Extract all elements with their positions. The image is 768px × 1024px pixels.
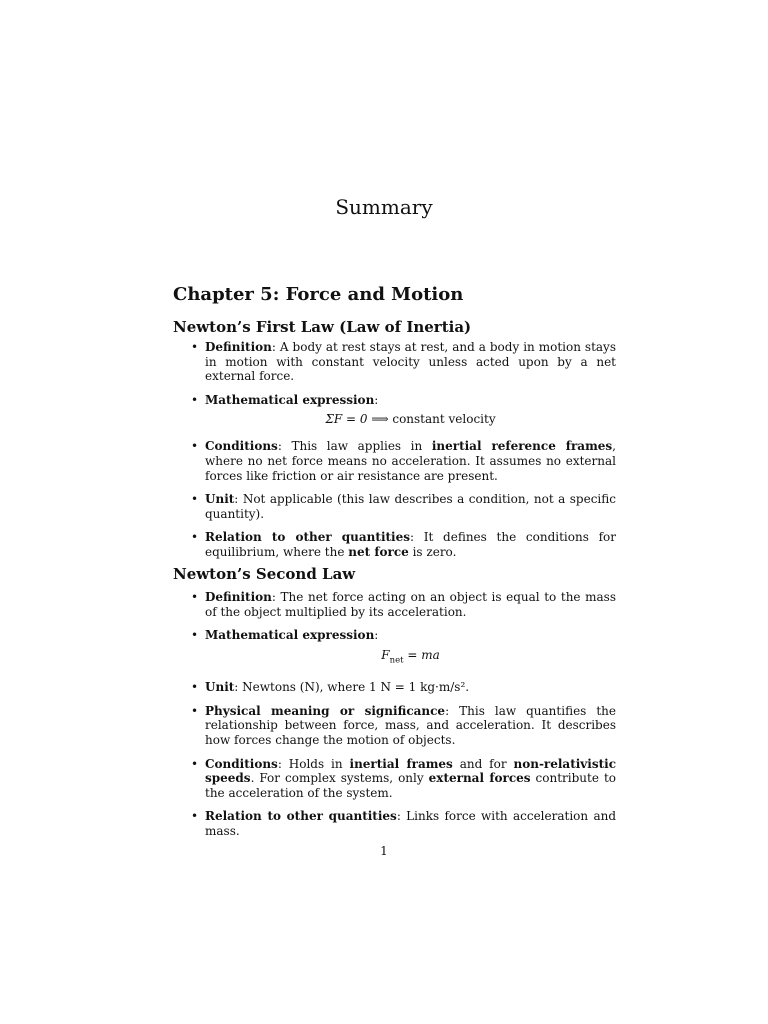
conditions-text: : This law applies in [277,439,432,454]
first-law-heading: Newton’s First Law (Law of Inertia) [173,318,472,336]
equation-rhs: constant velocity [392,412,496,427]
relation-text: is zero. [408,544,457,559]
first-law-relation [173,530,616,559]
equation-lhs: ΣF = 0 ⟹ [325,412,393,427]
definition-text: : The net force acting on an object is equal to the mass of the object multiplied by its acceleration. [205,590,616,619]
meaning-label: Physical meaning or significance [205,703,446,718]
first-law-equation [173,411,616,427]
first-law-conditions [173,439,616,483]
relation-label: Relation to other quantities [205,809,397,824]
math-label: Mathematical expression [205,392,375,407]
conditions-text: . For complex systems, only [250,771,429,786]
unit-label: Unit [205,680,235,695]
second-law-math-expression [173,628,616,643]
first-law-unit [173,492,616,521]
conditions-text: : Holds in [277,756,350,771]
conditions-emphasis: inertial frames [349,756,453,771]
conditions-label: Conditions [205,756,278,771]
relation-text: : Links force with acceleration and mass. [205,809,617,838]
second-law-definition [173,590,616,619]
first-law-math-expression [173,393,616,408]
meaning-text: : This law quantifies the relationship between force, mass, and acceleration. It describes how forces change the motion of objects. [205,703,616,747]
unit-label: Unit [205,492,235,507]
first-law-list [173,340,616,569]
conditions-label: Conditions [205,439,278,454]
second-law-unit [173,680,616,695]
math-colon: : [374,392,379,407]
conditions-emphasis: inertial reference frames [431,439,613,454]
definition-label: Definition [205,590,272,604]
conditions-emphasis: non-relativistic speeds [205,756,617,786]
first-law-definition [173,340,616,384]
chapter-heading: Chapter 5: Force and Motion [173,284,464,305]
math-colon: : [374,628,379,643]
second-law-relation [173,809,616,838]
second-law-list [173,590,616,848]
page-number: 1 [380,844,388,858]
relation-emphasis: net force [348,544,409,559]
definition-text: : A body at rest stays at rest, and a body in motion stays in motion with constant velocity unless acted upon by a net external force. [205,340,616,384]
math-label: Mathematical expression [205,628,375,643]
equation-f: F [381,647,390,662]
second-law-conditions [173,757,616,801]
document-title: Summary [335,195,433,219]
equation-subscript: net [389,655,404,666]
conditions-text: contribute to the acceleration of the system. [205,771,617,800]
second-law-heading: Newton’s Second Law [173,565,356,583]
conditions-emphasis: external forces [428,771,531,786]
equation-rest: = ma [403,647,440,662]
unit-text: : Not applicable (this law describes a condition, not a specific quantity). [205,492,616,521]
conditions-text: , where no net force means no acceleration. It assumes no external forces like friction or air resistance are present. [205,439,616,483]
relation-label: Relation to other quantities [205,530,410,545]
second-law-meaning [173,704,616,748]
second-law-equation [173,647,616,668]
definition-label: Definition [205,340,272,354]
conditions-text: and for [452,756,514,771]
unit-text: : Newtons (N), where 1 N = 1 kg·m/s². [234,680,470,695]
relation-text: : It defines the conditions for equilibrium, where the [205,530,616,559]
